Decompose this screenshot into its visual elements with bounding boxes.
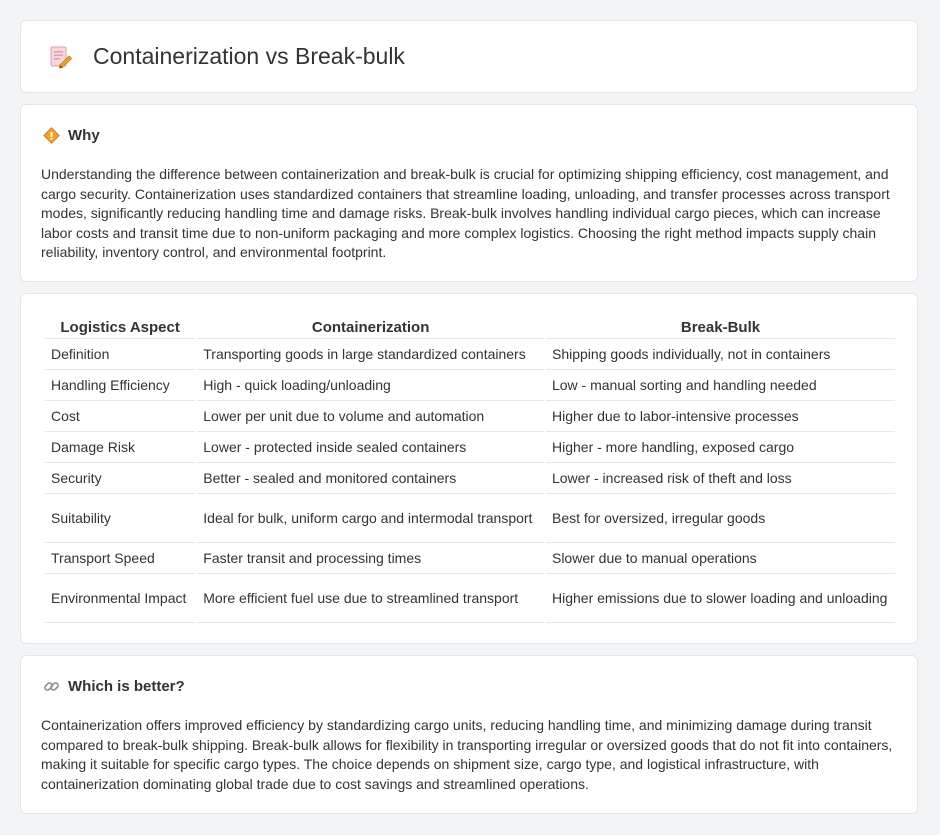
- break-bulk-cell: Shipping goods individually, not in containers: [546, 339, 895, 370]
- table-row: [45, 494, 895, 543]
- title-card: [20, 20, 918, 93]
- break-bulk-cell: Higher emissions due to slower loading and unloading: [546, 574, 895, 623]
- containerization-cell: Lower per unit due to volume and automation: [197, 401, 544, 432]
- break-bulk-cell: Best for oversized, irregular goods: [546, 494, 895, 543]
- better-heading: Which is better?: [68, 678, 185, 695]
- column-header-containerization: Containerization: [197, 316, 544, 339]
- containerization-cell: Ideal for bulk, uniform cargo and intermodal transport: [197, 494, 544, 543]
- containerization-cell: Lower - protected inside sealed containers: [197, 432, 544, 463]
- column-header-aspect: Logistics Aspect: [45, 316, 195, 339]
- aspect-cell: Suitability: [45, 494, 195, 543]
- document-edit-icon: [47, 44, 73, 70]
- aspect-cell: Handling Efficiency: [45, 370, 195, 401]
- why-section: [20, 104, 918, 282]
- break-bulk-cell: Low - manual sorting and handling needed: [546, 370, 895, 401]
- table-row: [45, 401, 895, 432]
- break-bulk-cell: Lower - increased risk of theft and loss: [546, 463, 895, 494]
- containerization-cell: Better - sealed and monitored containers: [197, 463, 544, 494]
- column-header-break-bulk: Break-Bulk: [546, 316, 895, 339]
- why-heading-row: [43, 127, 100, 144]
- aspect-cell: Definition: [45, 339, 195, 370]
- aspect-cell: Transport Speed: [45, 543, 195, 574]
- better-heading-row: [43, 678, 185, 695]
- break-bulk-cell: Higher due to labor-intensive processes: [546, 401, 895, 432]
- table-row: [45, 463, 895, 494]
- containerization-cell: High - quick loading/unloading: [197, 370, 544, 401]
- table-header-row: [45, 316, 895, 339]
- why-heading: Why: [68, 127, 100, 144]
- aspect-cell: Environmental Impact: [45, 574, 195, 623]
- link-icon: [43, 678, 60, 695]
- which-is-better-section: [20, 655, 918, 814]
- containerization-cell: Faster transit and processing times: [197, 543, 544, 574]
- why-text: Understanding the difference between containerization and break-bulk is crucial for optimizing shipping efficiency, cost management, and cargo security. Containerization uses standardized containers that streamline loading, unloading, and transfer processes across transport modes, significantly reducing handling time and damage risks. Break-bulk involves handling individual cargo pieces, which can increase labor costs and transit time due to non-uniform packaging and more complex logistics. Choosing the right method impacts supply chain reliability, inventory control, and environmental footprint.: [41, 166, 890, 260]
- better-text: Containerization offers improved efficiency by standardizing cargo units, reducing handling time, and minimizing damage during transit compared to break-bulk shipping. Break-bulk allows for flexibility in transporting irregular or oversized goods that do not fit into containers, making it suitable for specific cargo types. The choice depends on shipment size, cargo type, and logistical infrastructure, with containerization dominating global trade due to cost savings and streamlined operations.: [41, 717, 893, 792]
- page-title: Containerization vs Break-bulk: [93, 43, 405, 69]
- diamond-sign-icon: [43, 127, 60, 144]
- title-row: [47, 43, 405, 70]
- table-row: [45, 574, 895, 623]
- containerization-cell: More efficient fuel use due to streamlined transport: [197, 574, 544, 623]
- table-row: [45, 543, 895, 574]
- aspect-cell: Security: [45, 463, 195, 494]
- aspect-cell: Damage Risk: [45, 432, 195, 463]
- comparison-table: [43, 316, 897, 623]
- containerization-cell: Transporting goods in large standardized containers: [197, 339, 544, 370]
- break-bulk-cell: Slower due to manual operations: [546, 543, 895, 574]
- table-row: [45, 432, 895, 463]
- break-bulk-cell: Higher - more handling, exposed cargo: [546, 432, 895, 463]
- aspect-cell: Cost: [45, 401, 195, 432]
- table-row: [45, 339, 895, 370]
- comparison-section: [20, 293, 918, 644]
- table-row: [45, 370, 895, 401]
